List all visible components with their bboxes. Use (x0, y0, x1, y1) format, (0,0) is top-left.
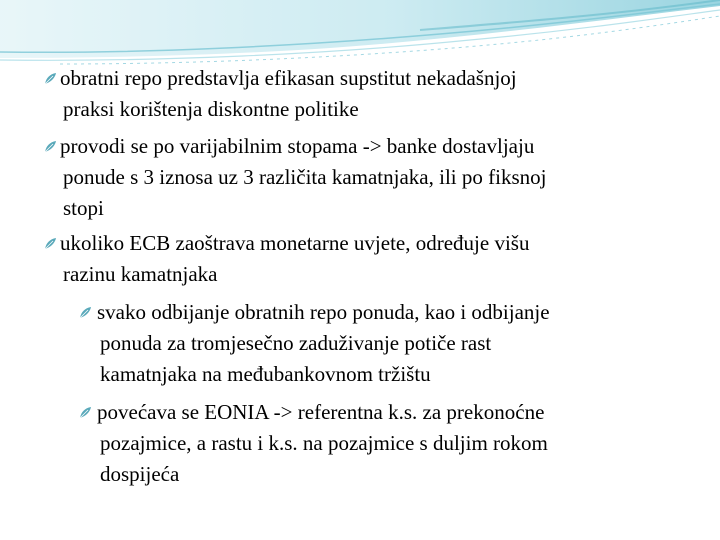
bullet-line: stopi (63, 196, 104, 220)
bullet-item (60, 228, 700, 290)
feather-bullet-icon (79, 306, 92, 319)
sub-bullet-item (97, 297, 702, 390)
bullet-line: povećava se EONIA -> referentna k.s. za prekonoćne (97, 400, 545, 424)
bullet-line: ponude s 3 iznosa uz 3 različita kamatnjaka, ili po fiksnoj (63, 165, 547, 189)
bullet-line: praksi korištenja diskontne politike (63, 97, 359, 121)
bullet-line: ukoliko ECB zaoštrava monetarne uvjete, određuje višu (60, 231, 530, 255)
feather-bullet-icon (44, 237, 57, 250)
bullet-line: razinu kamatnjaka (63, 262, 218, 286)
bullet-line: kamatnjaka na međubankovnom tržištu (100, 362, 431, 386)
bullet-item (60, 131, 700, 224)
bullet-line: pozajmice, a rastu i k.s. na pozajmice s duljim rokom (100, 431, 548, 455)
bullet-line: ponuda za tromjesečno zaduživanje potiče rast (100, 331, 492, 355)
feather-bullet-icon (44, 72, 57, 85)
sub-bullet-item (97, 397, 702, 490)
bullet-line: dospijeća (100, 462, 180, 486)
bullet-item (60, 63, 700, 125)
bullet-line: svako odbijanje obratnih repo ponuda, kao i odbijanje (97, 300, 550, 324)
feather-bullet-icon (44, 140, 57, 153)
bullet-line: provodi se po varijabilnim stopama -> banke dostavljaju (60, 134, 535, 158)
bullet-line: obratni repo predstavlja efikasan supstitut nekadašnjoj (60, 66, 517, 90)
feather-bullet-icon (79, 406, 92, 419)
